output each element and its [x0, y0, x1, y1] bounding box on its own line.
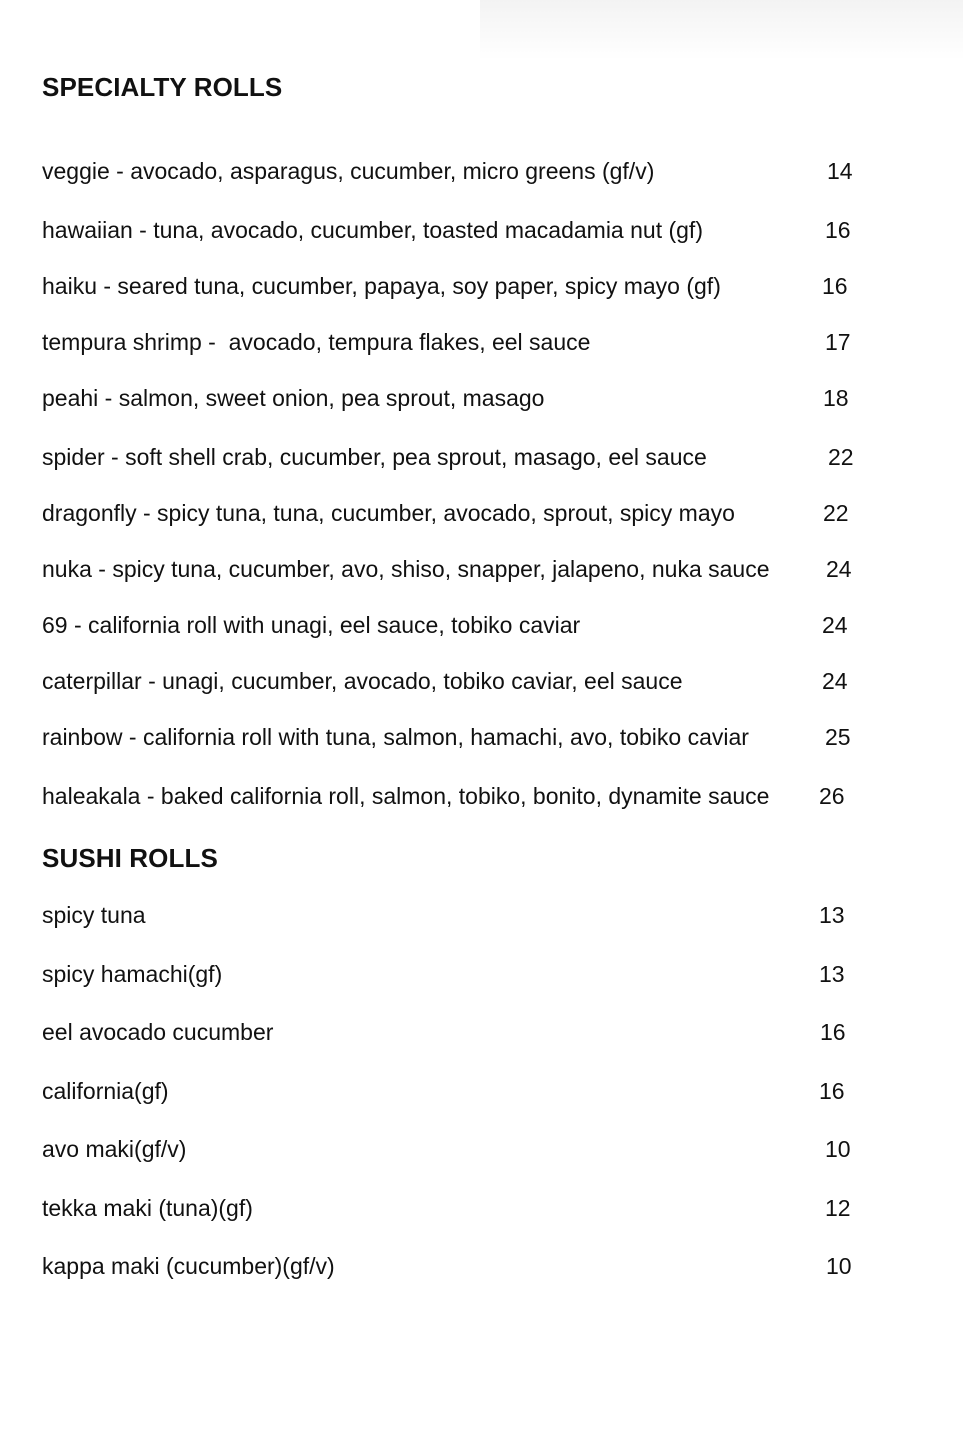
- item-name: peahi - salmon, sweet onion, pea sprout, masago: [42, 385, 545, 411]
- item-price: 12: [825, 1195, 851, 1221]
- item-price: 25: [825, 724, 851, 750]
- item-price: 16: [825, 217, 851, 243]
- item-price: 24: [822, 612, 848, 638]
- item-price: 10: [825, 1136, 851, 1162]
- section-title-specialty-rolls: SPECIALTY ROLLS: [42, 72, 283, 102]
- item-price: 22: [828, 444, 854, 470]
- item-name: haiku - seared tuna, cucumber, papaya, soy paper, spicy mayo (gf): [42, 273, 721, 299]
- item-price: 17: [825, 329, 851, 355]
- section-title-sushi-rolls: SUSHI ROLLS: [42, 843, 218, 873]
- item-name: tempura shrimp - avocado, tempura flakes, eel sauce: [42, 329, 591, 355]
- item-price: 13: [819, 902, 845, 928]
- item-price: 16: [820, 1019, 846, 1045]
- item-price: 16: [819, 1078, 845, 1104]
- item-price: 22: [823, 500, 849, 526]
- item-name: nuka - spicy tuna, cucumber, avo, shiso, snapper, jalapeno, nuka sauce: [42, 556, 770, 582]
- item-name: california(gf): [42, 1078, 169, 1104]
- item-name: tekka maki (tuna)(gf): [42, 1195, 253, 1221]
- item-name: dragonfly - spicy tuna, tuna, cucumber, avocado, sprout, spicy mayo: [42, 500, 735, 526]
- top-edge-shadow: [480, 0, 963, 60]
- item-name: eel avocado cucumber: [42, 1019, 274, 1045]
- item-price: 26: [819, 783, 845, 809]
- item-name: 69 - california roll with unagi, eel sauce, tobiko caviar: [42, 612, 581, 638]
- item-price: 13: [819, 961, 845, 987]
- item-price: 16: [822, 273, 848, 299]
- item-price: 24: [826, 556, 852, 582]
- item-name: spicy hamachi(gf): [42, 961, 223, 987]
- item-name: avo maki(gf/v): [42, 1136, 187, 1162]
- item-name: spider - soft shell crab, cucumber, pea sprout, masago, eel sauce: [42, 444, 707, 470]
- item-price: 10: [826, 1253, 852, 1279]
- item-name: spicy tuna: [42, 902, 146, 928]
- item-name: caterpillar - unagi, cucumber, avocado, tobiko caviar, eel sauce: [42, 668, 683, 694]
- item-price: 14: [827, 158, 853, 184]
- item-name: hawaiian - tuna, avocado, cucumber, toasted macadamia nut (gf): [42, 217, 703, 243]
- item-name: veggie - avocado, asparagus, cucumber, micro greens (gf/v): [42, 158, 655, 184]
- item-name: haleakala - baked california roll, salmon, tobiko, bonito, dynamite sauce: [42, 783, 770, 809]
- item-name: rainbow - california roll with tuna, salmon, hamachi, avo, tobiko caviar: [42, 724, 749, 750]
- item-price: 18: [823, 385, 849, 411]
- item-price: 24: [822, 668, 848, 694]
- item-name: kappa maki (cucumber)(gf/v): [42, 1253, 335, 1279]
